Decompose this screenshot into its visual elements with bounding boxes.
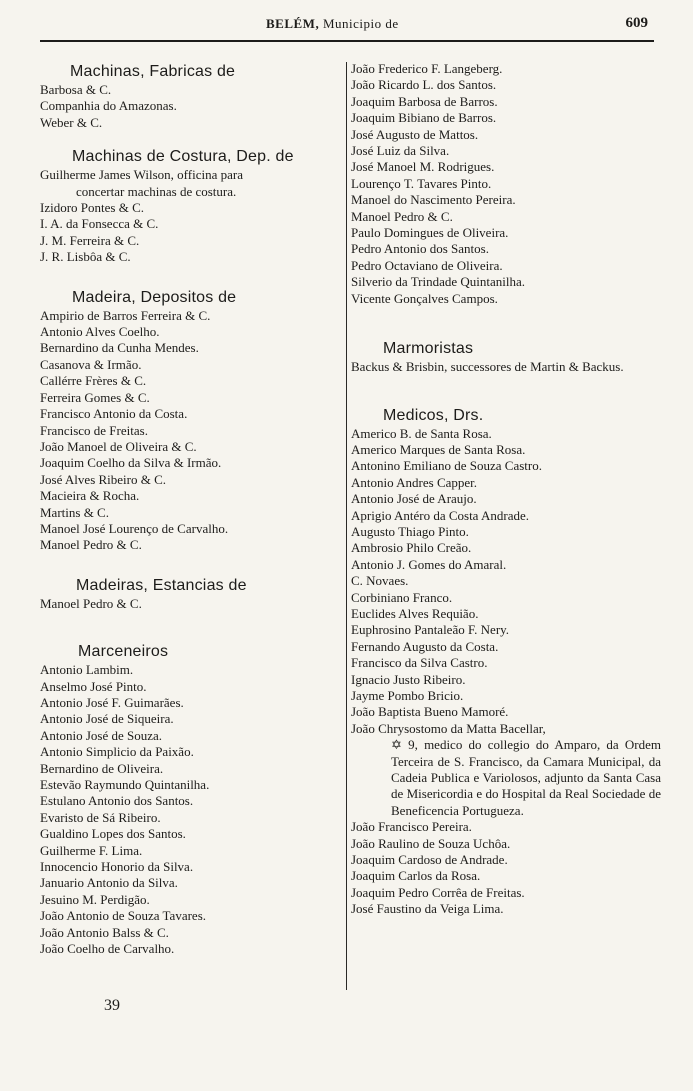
- list-item: Estulano Antonio dos Santos.: [40, 793, 194, 809]
- list-item: Francisco Antonio da Costa.: [40, 406, 188, 422]
- running-title: [266, 16, 399, 32]
- section-heading: Marmoristas: [383, 340, 474, 358]
- list-item: Companhia do Amazonas.: [40, 98, 177, 114]
- list-item: C. Novaes.: [351, 573, 409, 589]
- list-item: Euphrosino Pantaleão F. Nery.: [351, 622, 510, 638]
- list-item-continuation: concertar machinas de costura.: [76, 183, 237, 199]
- list-item: Antonio J. Gomes do Amaral.: [351, 556, 507, 572]
- list-item: João Francisco Pereira.: [351, 819, 472, 835]
- list-item: Lourenço T. Tavares Pinto.: [351, 175, 492, 191]
- list-item: Ampirio de Barros Ferreira & C.: [40, 307, 211, 323]
- list-item: Manoel José Lourenço de Carvalho.: [40, 520, 229, 536]
- list-item: Martins & C.: [40, 504, 109, 520]
- section-heading: Machinas, Fabricas de: [70, 63, 236, 80]
- list-item: Jesuino M. Perdigão.: [40, 891, 150, 907]
- list-item: José Luiz da Silva.: [351, 143, 450, 159]
- list-item: Casanova & Irmão.: [40, 356, 142, 372]
- list-item: Backus & Brisbin, successores de Martin & Backus.: [351, 359, 624, 375]
- column-divider: [346, 62, 347, 990]
- list-item: Barbosa & C.: [40, 82, 112, 97]
- list-item: João Raulino de Souza Uchôa.: [351, 835, 511, 851]
- list-item: João Antonio de Souza Tavares.: [40, 908, 207, 924]
- list-item: Antonio José F. Guimarães.: [40, 694, 184, 710]
- list-item: Joaquim Barbosa de Barros.: [351, 93, 498, 109]
- list-item: Francisco de Freitas.: [40, 422, 148, 438]
- list-item: Manoel do Nascimento Pereira.: [351, 192, 516, 208]
- section-heading: Medicos, Drs.: [383, 406, 484, 424]
- list-item: Francisco da Silva Castro.: [351, 655, 488, 671]
- list-item: Manoel Pedro & C.: [351, 208, 453, 224]
- list-item: Januario Antonio da Silva.: [40, 875, 178, 891]
- list-item: Antonio Simplicio da Paixão.: [40, 744, 194, 760]
- list-item: Evaristo de Sá Ribeiro.: [40, 809, 161, 825]
- list-item: Anselmo José Pinto.: [40, 678, 147, 694]
- list-item: Bernardino de Oliveira.: [40, 760, 164, 776]
- list-item: Vicente Gonçalves Campos.: [351, 290, 498, 306]
- list-item: Antonio Lambim.: [40, 662, 134, 678]
- list-item: Gualdino Lopes dos Santos.: [40, 826, 186, 842]
- city-name: BELÉM,: [266, 16, 320, 31]
- list-item: Corbiniano Franco.: [351, 589, 453, 605]
- list-item: João Coelho de Carvalho.: [40, 941, 175, 957]
- page-header: [40, 14, 654, 36]
- list-item: Antonio José de Siqueira.: [40, 711, 174, 727]
- list-item: Pedro Antonio dos Santos.: [351, 241, 489, 257]
- list-item: José Augusto de Mattos.: [351, 126, 479, 142]
- section-heading: Machinas de Costura, Dep. de: [72, 148, 294, 166]
- list-item: Joaquim Pedro Corrêa de Freitas.: [351, 884, 525, 900]
- right-column: [351, 61, 661, 918]
- list-item: Americo Marques de Santa Rosa.: [351, 441, 526, 457]
- list-item: Joaquim Cardoso de Andrade.: [351, 852, 508, 868]
- list-item: Americo B. de Santa Rosa.: [351, 425, 492, 441]
- list-item: Silverio da Trindade Quintanilha.: [351, 274, 526, 290]
- page-number: 609: [625, 15, 648, 31]
- list-item: J. M. Ferreira & C.: [40, 232, 140, 248]
- list-item: I. A. da Fonsecca & C.: [40, 216, 159, 232]
- list-item: Paulo Domingues de Oliveira.: [351, 225, 509, 241]
- list-item: Euclides Alves Requião.: [351, 605, 479, 621]
- list-item: Pedro Octaviano de Oliveira.: [351, 257, 503, 273]
- list-item: Jayme Pombo Bricio.: [351, 688, 464, 703]
- list-item: Ambrosio Philo Creão.: [351, 540, 472, 556]
- list-item: Manoel Pedro & C.: [40, 537, 142, 553]
- list-item: José Alves Ribeiro & C.: [40, 471, 167, 487]
- list-item: J. R. Lisbôa & C.: [40, 249, 131, 265]
- list-item: Innocencio Honorio da Silva.: [40, 859, 194, 875]
- list-item: João Antonio Balss & C.: [40, 924, 169, 940]
- list-item: Macieira & Rocha.: [40, 488, 140, 504]
- list-item: Augusto Thiago Pinto.: [351, 523, 469, 539]
- list-item: João Frederico F. Langeberg.: [351, 61, 503, 76]
- municipality-label: Municipio de: [322, 16, 399, 31]
- list-item: João Chrysostomo da Matta Bacellar,: [351, 720, 546, 736]
- list-item: João Baptista Bueno Mamoré.: [351, 704, 509, 720]
- list-item: Callérre Frères & C.: [40, 373, 147, 389]
- list-item: Estevão Raymundo Quintanilha.: [40, 777, 210, 792]
- header-rule: [40, 40, 654, 42]
- list-item: Antonio José de Souza.: [40, 727, 163, 743]
- list-item-note: ✡ 9, medico do collegio do Amparo, da Ordem Terceira de S. Francisco, da Camara Municipal, da Cadeia Publica e Variolosos, adjunto da Santa Casa de Misericordia e do Hospital da Real Sociedade de Beneficencia Portugueza.: [391, 737, 661, 818]
- list-item: Antonio José de Araujo.: [351, 491, 477, 507]
- list-item: João Manoel de Oliveira & C.: [40, 438, 197, 454]
- list-item: Ignacio Justo Ribeiro.: [351, 671, 466, 687]
- left-column: [40, 62, 342, 957]
- list-item: Bernardino da Cunha Mendes.: [40, 340, 199, 356]
- list-item: Weber & C.: [40, 114, 103, 130]
- list-item: José Faustino da Veiga Lima.: [351, 901, 504, 917]
- list-item: Manoel Pedro & C.: [40, 595, 142, 611]
- list-item: Joaquim Carlos da Rosa.: [351, 868, 481, 884]
- list-item: Ferreira Gomes & C.: [40, 389, 150, 405]
- list-item: Joaquim Coelho da Silva & Irmão.: [40, 455, 222, 471]
- section-heading: Madeiras, Estancias de: [76, 576, 247, 594]
- list-item: Guilherme James Wilson, officina para: [40, 167, 243, 183]
- signature-mark: 39: [104, 997, 120, 1014]
- section-heading: Marceneiros: [78, 643, 169, 661]
- list-item: Antonio Andres Capper.: [351, 474, 478, 490]
- list-item: José Manoel M. Rodrigues.: [351, 159, 495, 175]
- list-item: Fernando Augusto da Costa.: [351, 638, 499, 654]
- list-item: Aprigio Antéro da Costa Andrade.: [351, 507, 529, 523]
- list-item: Izidoro Pontes & C.: [40, 200, 144, 216]
- list-item: Joaquim Bibiano de Barros.: [351, 110, 497, 126]
- list-item: João Ricardo L. dos Santos.: [351, 77, 497, 93]
- list-item: Guilherme F. Lima.: [40, 842, 143, 858]
- section-heading: Madeira, Depositos de: [72, 288, 237, 306]
- list-item: Antonio Alves Coelho.: [40, 324, 160, 340]
- list-item: Antonino Emiliano de Souza Castro.: [351, 458, 543, 474]
